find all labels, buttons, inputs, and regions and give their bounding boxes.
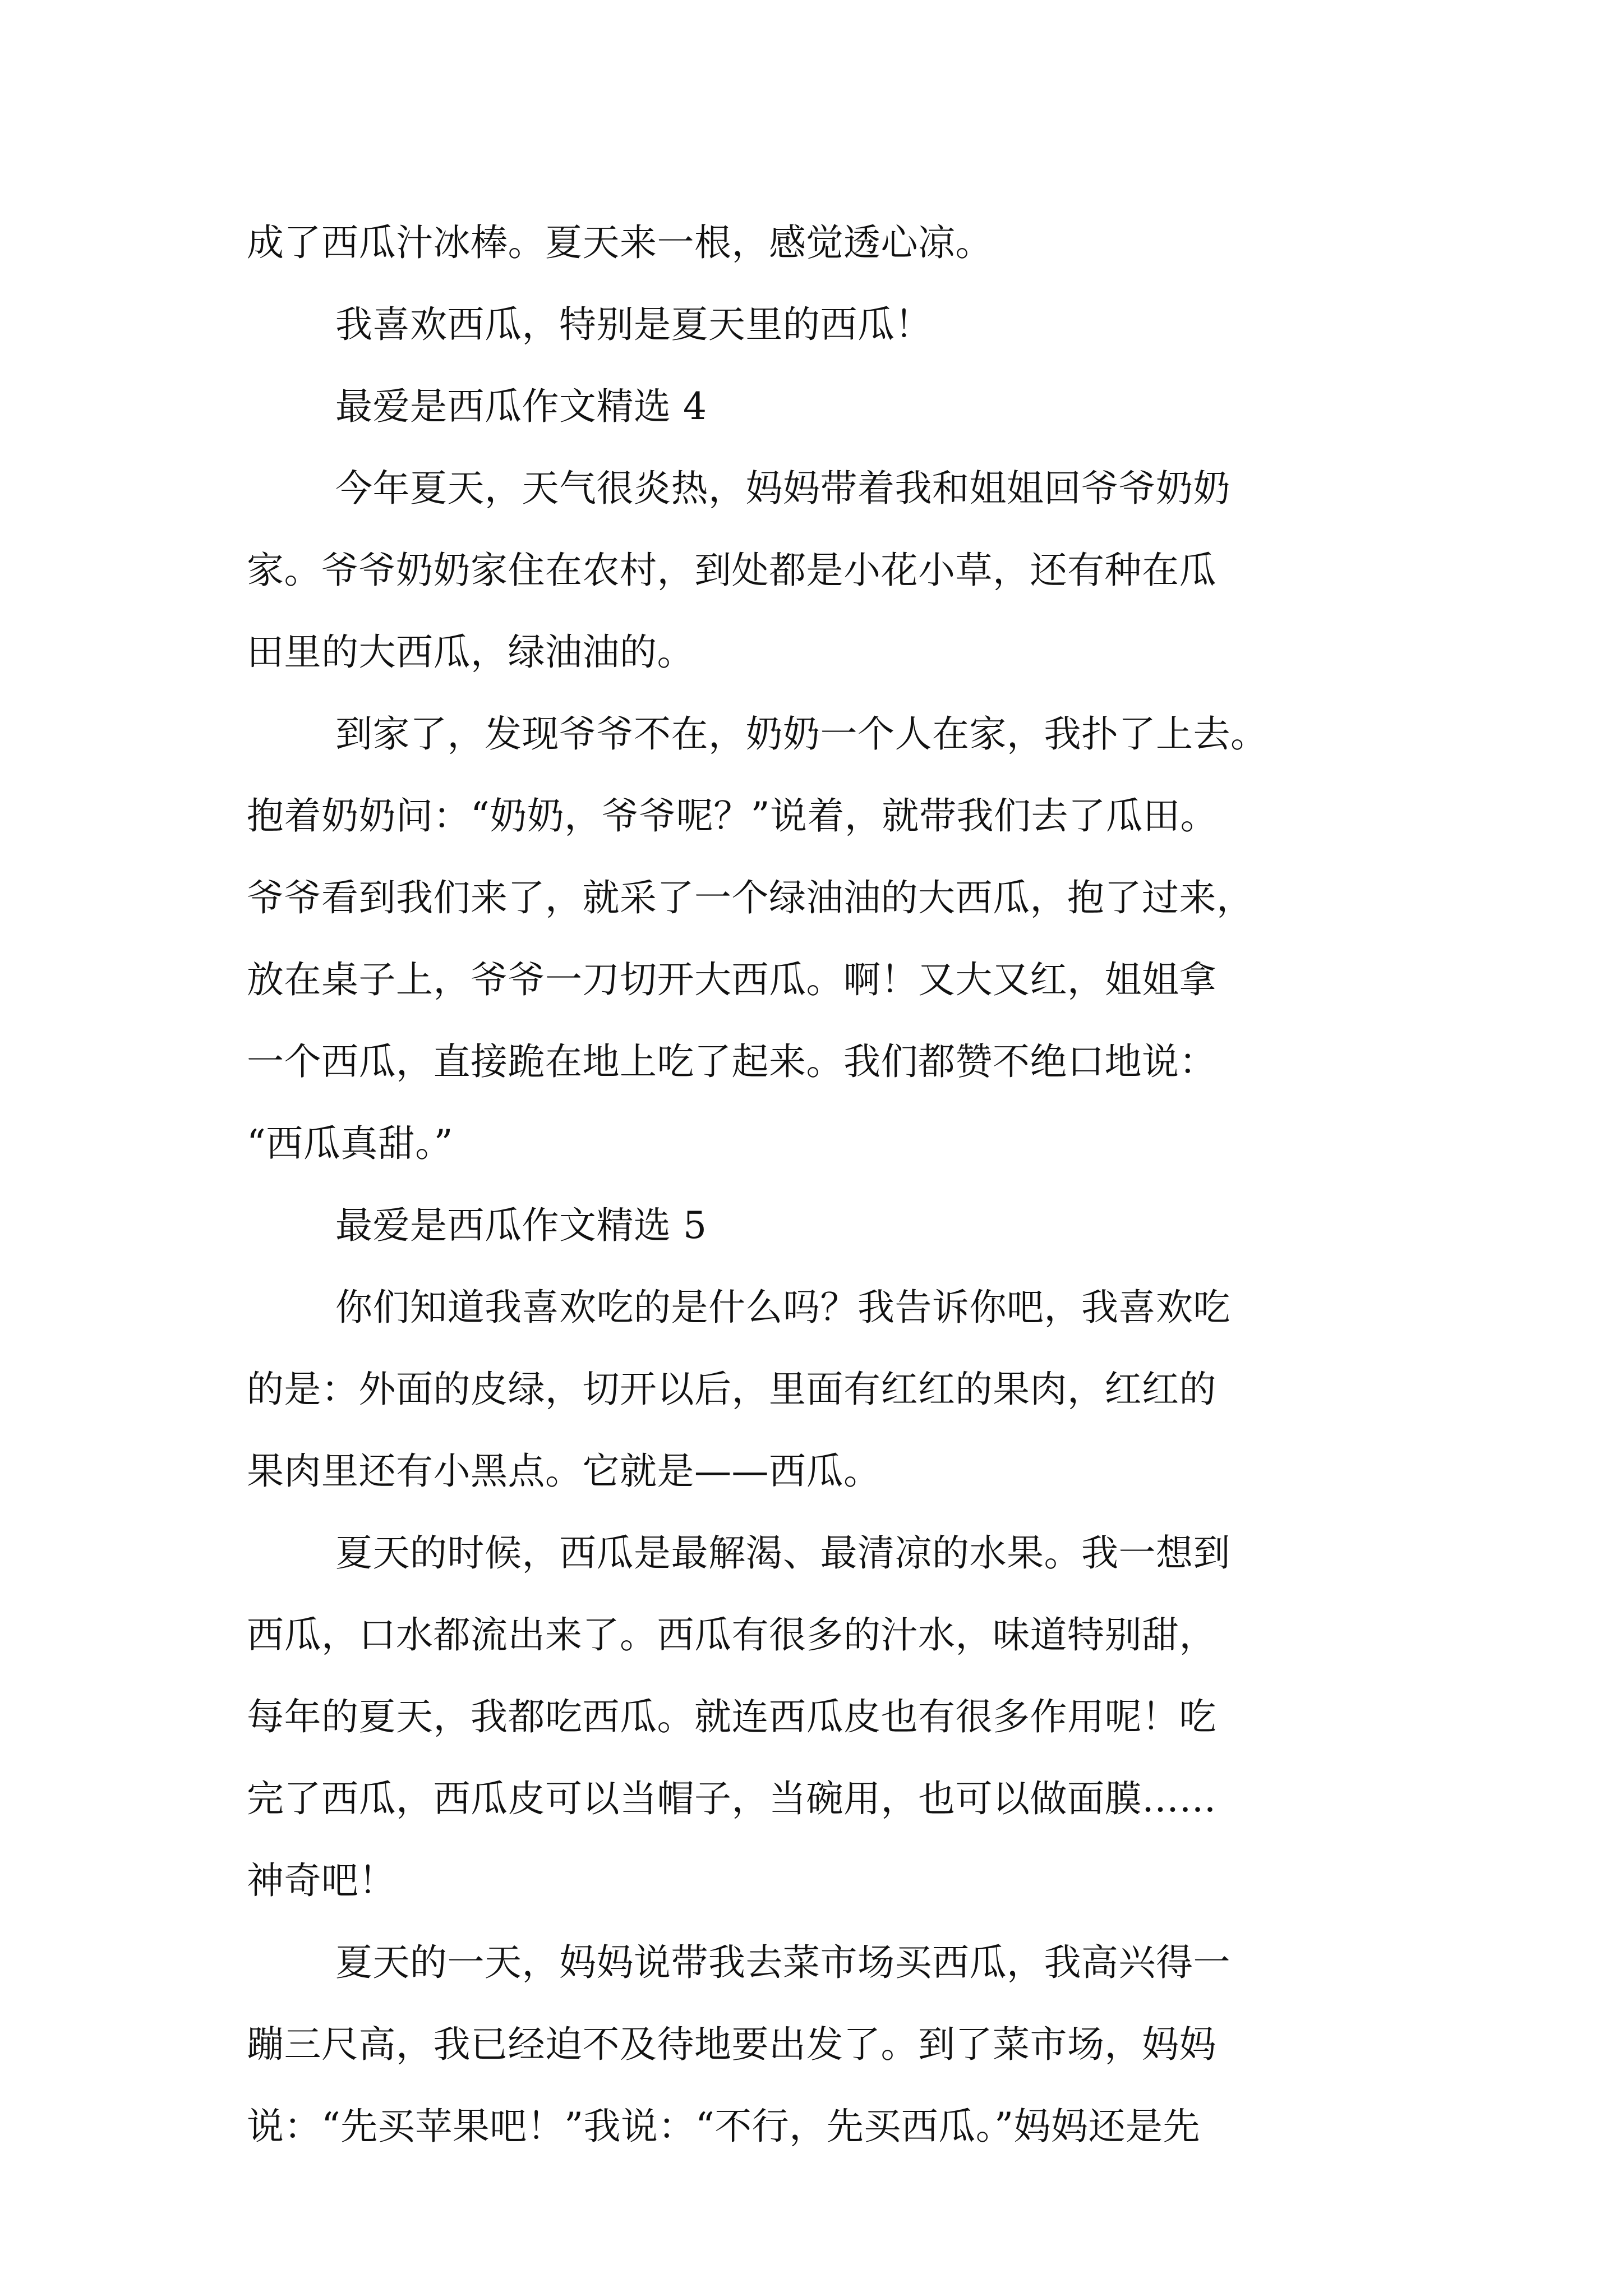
text-line: 完了西瓜，西瓜皮可以当帽子，当碗用，也可以做面膜…… xyxy=(247,1777,1216,1820)
text-line: 每年的夏天，我都吃西瓜。就连西瓜皮也有很多作用呢！吃 xyxy=(247,1695,1216,1738)
text-line: 夏天的时候，西瓜是最解渴、最清凉的水果。我一想到 xyxy=(335,1531,1230,1575)
section-heading: 最爱是西瓜作文精选 5 xyxy=(335,1204,707,1247)
document-body xyxy=(247,202,1380,2168)
section-heading: 最爱是西瓜作文精选 4 xyxy=(335,385,707,428)
text-line: 一个西瓜，直接跪在地上吃了起来。我们都赞不绝口地说： xyxy=(247,1040,1216,1083)
text-line: 我喜欢西瓜，特别是夏天里的西瓜！ xyxy=(335,303,932,346)
text-line: 蹦三尺高，我已经迫不及待地要出发了。到了菜市场，妈妈 xyxy=(247,2023,1216,2066)
text-line: 今年夏天，天气很炎热，妈妈带着我和姐姐回爷爷奶奶 xyxy=(335,467,1230,510)
text-line: 夏天的一天，妈妈说带我去菜市场买西瓜，我高兴得一 xyxy=(335,1941,1230,1984)
text-line: 成了西瓜汁冰棒。夏天来一根，感觉透心凉。 xyxy=(247,221,993,264)
text-line: 田里的大西瓜，绿油油的。 xyxy=(247,631,694,674)
text-line: 到家了，发现爷爷不在，奶奶一个人在家，我扑了上去。 xyxy=(335,712,1268,756)
text-line: 放在桌子上，爷爷一刀切开大西瓜。啊！又大又红，姐姐拿 xyxy=(247,958,1216,1001)
text-line: 抱着奶奶问：“奶奶，爷爷呢？”说着，就带我们去了瓜田。 xyxy=(247,794,1218,838)
text-line: 西瓜，口水都流出来了。西瓜有很多的汁水，味道特别甜， xyxy=(247,1613,1216,1657)
text-line: 爷爷看到我们来了，就采了一个绿油油的大西瓜，抱了过来， xyxy=(247,876,1254,919)
text-line: 果肉里还有小黑点。它就是——西瓜。 xyxy=(247,1450,881,1493)
text-line: 说：“先买苹果吧！”我说：“不行，先买西瓜。”妈妈还是先 xyxy=(247,2105,1200,2148)
text-line: 的是：外面的皮绿，切开以后，里面有红红的果肉，红红的 xyxy=(247,1368,1216,1411)
text-line: 家。爷爷奶奶家住在农村，到处都是小花小草，还有种在瓜 xyxy=(247,549,1216,592)
text-line: “西瓜真甜。” xyxy=(247,1122,453,1165)
text-line: 你们知道我喜欢吃的是什么吗？我告诉你吧，我喜欢吃 xyxy=(335,1286,1230,1329)
text-line: 神奇吧！ xyxy=(247,1859,396,1902)
